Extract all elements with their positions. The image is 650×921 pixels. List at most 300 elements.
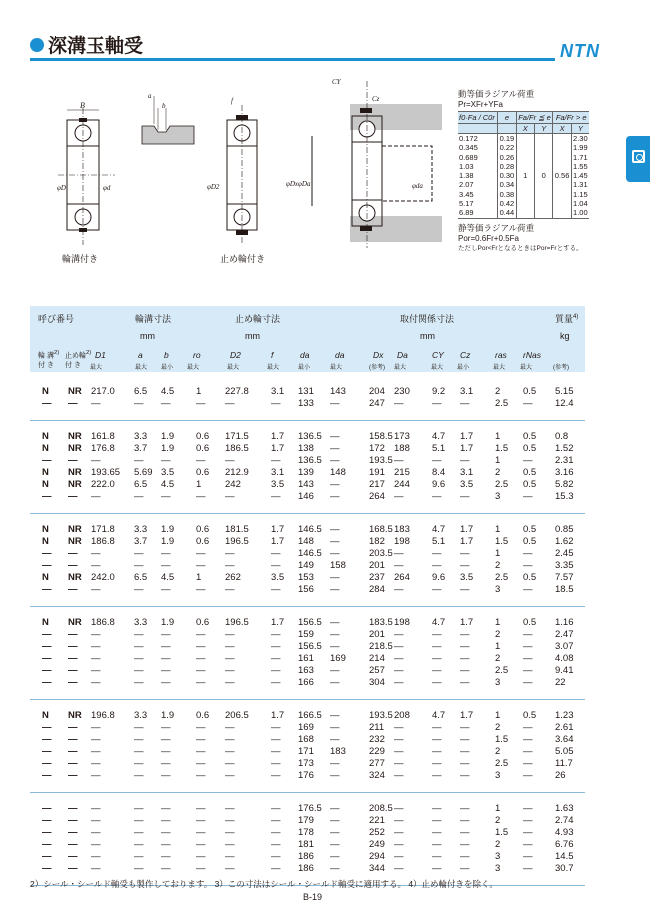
table-cell: — <box>196 758 206 769</box>
load-table-cell: 0.44 <box>499 208 515 218</box>
table-cell: N <box>42 536 49 547</box>
column-symbol: da <box>335 350 345 360</box>
table-cell: 3.16 <box>555 467 574 478</box>
table-cell: — <box>394 851 404 862</box>
table-cell: — <box>330 443 340 454</box>
unit-groove: mm <box>140 331 155 341</box>
table-cell: N <box>42 479 49 490</box>
table-cell: — <box>394 560 404 571</box>
table-cell: — <box>42 653 52 664</box>
table-cell: 146 <box>298 491 314 502</box>
table-cell: — <box>330 665 340 676</box>
table-cell: 2.5 <box>495 572 509 583</box>
table-row <box>30 827 585 839</box>
table-cell: — <box>432 677 442 688</box>
table-cell: — <box>42 722 52 733</box>
table-cell: 2 <box>495 386 501 397</box>
table-cell: 1.7 <box>271 524 285 535</box>
table-cell: — <box>394 722 404 733</box>
table-cell: — <box>432 803 442 814</box>
table-cell: — <box>161 653 171 664</box>
load-table-cell: 0.22 <box>499 143 515 153</box>
table-cell: 146.5 <box>298 548 322 559</box>
table-cell: 2 <box>495 629 501 640</box>
table-cell: — <box>68 851 78 862</box>
table-cell: — <box>460 803 470 814</box>
unit-snap: mm <box>245 331 260 341</box>
table-cell: — <box>394 827 404 838</box>
table-cell: — <box>134 641 144 652</box>
table-cell: — <box>161 455 171 466</box>
table-cell: — <box>330 758 340 769</box>
column-symbol: b <box>164 350 169 360</box>
table-cell: 4.7 <box>432 431 446 442</box>
table-cell: — <box>432 770 442 781</box>
table-cell: 212.9 <box>225 467 249 478</box>
load-factor-table <box>458 111 589 219</box>
table-cell: — <box>91 653 101 664</box>
table-cell: — <box>330 851 340 862</box>
table-cell: 171.5 <box>225 431 249 442</box>
table-cell: — <box>68 641 78 652</box>
load-table-cell <box>534 180 552 189</box>
table-cell: — <box>225 398 235 409</box>
table-cell: NR <box>68 710 82 721</box>
table-cell: 4.93 <box>555 827 574 838</box>
table-cell: — <box>225 815 235 826</box>
table-cell: — <box>432 584 442 595</box>
table-cell: — <box>523 863 533 874</box>
table-cell: 2 <box>495 467 501 478</box>
table-cell: — <box>271 815 281 826</box>
load-table-cell: 1.00 <box>573 208 588 218</box>
table-cell: — <box>460 641 470 652</box>
load-sub: X <box>553 124 571 134</box>
table-cell: — <box>523 548 533 559</box>
table-cell: — <box>196 863 206 874</box>
table-cell: — <box>271 758 281 769</box>
table-cell: — <box>134 560 144 571</box>
table-cell: 156.5 <box>298 641 322 652</box>
table-cell: 1 <box>495 431 501 442</box>
table-cell: 1.62 <box>555 536 574 547</box>
svg-text:B: B <box>80 101 85 110</box>
table-cell: NR <box>68 443 82 454</box>
table-cell: NR <box>68 536 82 547</box>
table-cell: — <box>68 677 78 688</box>
static-load-title: 静等価ラジアル荷重 <box>458 222 535 233</box>
table-cell: — <box>196 653 206 664</box>
table-cell: 0.5 <box>523 386 537 397</box>
table-cell: — <box>523 584 533 595</box>
table-cell: — <box>196 455 206 466</box>
table-cell: — <box>161 863 171 874</box>
table-cell: 9.6 <box>432 479 446 490</box>
table-row <box>30 677 585 689</box>
column-symbol: f <box>271 350 274 360</box>
table-cell: 4.5 <box>161 479 175 490</box>
load-table-row <box>458 143 589 152</box>
table-cell: 26 <box>555 770 566 781</box>
table-cell: — <box>91 560 101 571</box>
column-header <box>164 350 169 360</box>
table-cell: — <box>225 491 235 502</box>
table-cell: 5.1 <box>432 443 446 454</box>
table-cell: — <box>42 803 52 814</box>
table-cell: 171 <box>298 746 314 757</box>
table-cell: — <box>271 770 281 781</box>
table-cell: — <box>42 863 52 874</box>
table-cell: 133 <box>298 398 314 409</box>
load-table-cell <box>534 143 552 152</box>
table-cell: 0.8 <box>555 431 569 442</box>
load-table-cell <box>553 143 571 152</box>
table-cell: — <box>330 536 340 547</box>
table-cell: — <box>225 584 235 595</box>
table-cell: — <box>161 839 171 850</box>
table-cell: — <box>225 758 235 769</box>
table-cell: — <box>460 560 470 571</box>
unit-mount: mm <box>420 331 435 341</box>
svg-text:φd: φd <box>103 184 111 192</box>
table-cell: — <box>271 677 281 688</box>
table-cell: — <box>68 746 78 757</box>
table-cell: — <box>196 491 206 502</box>
table-cell: — <box>91 665 101 676</box>
table-cell: — <box>523 665 533 676</box>
table-cell: 1 <box>495 455 501 466</box>
table-cell: 1.52 <box>555 443 574 454</box>
table-cell: — <box>271 827 281 838</box>
table-cell: 0.5 <box>523 572 537 583</box>
table-row <box>30 443 585 455</box>
table-cell: — <box>271 398 281 409</box>
table-cell: 173 <box>394 431 410 442</box>
table-cell: 0.85 <box>555 524 574 535</box>
table-cell: — <box>68 491 78 502</box>
table-cell: — <box>91 722 101 733</box>
table-group <box>30 514 585 607</box>
table-cell: — <box>432 722 442 733</box>
table-cell: — <box>134 653 144 664</box>
table-cell: 242 <box>225 479 241 490</box>
page-title <box>30 31 143 58</box>
table-cell: — <box>394 491 404 502</box>
table-cell: 15.3 <box>555 491 574 502</box>
static-load-note: ただしPor<FrとなるときはPor=Frとする。 <box>458 244 583 252</box>
table-cell: — <box>225 653 235 664</box>
table-cell: 0.6 <box>196 443 210 454</box>
table-cell: — <box>394 398 404 409</box>
svg-text:φD: φD <box>57 184 66 192</box>
load-table-cell: 2.30 <box>573 134 588 143</box>
table-cell: — <box>330 734 340 745</box>
table-cell: — <box>394 455 404 466</box>
table-cell: — <box>196 722 206 733</box>
table-cell: — <box>523 770 533 781</box>
table-cell: — <box>225 803 235 814</box>
table-cell: 1.16 <box>555 617 574 628</box>
table-cell: — <box>91 758 101 769</box>
table-cell: 136.5 <box>298 455 322 466</box>
table-cell: 3.35 <box>555 560 574 571</box>
table-cell: 3 <box>495 677 501 688</box>
table-cell: 304 <box>369 677 385 688</box>
table-group <box>30 607 585 700</box>
table-cell: — <box>271 548 281 559</box>
table-cell: 5.69 <box>134 467 153 478</box>
table-cell: — <box>394 665 404 676</box>
column-header <box>193 350 201 360</box>
table-cell: — <box>523 851 533 862</box>
table-cell: 131 <box>298 386 314 397</box>
table-cell: — <box>460 746 470 757</box>
table-cell: 1 <box>196 479 202 490</box>
table-cell: 3.1 <box>271 386 285 397</box>
load-table-row <box>458 208 589 218</box>
table-cell: 156.5 <box>298 617 322 628</box>
table-cell: — <box>42 398 52 409</box>
table-cell: 1.9 <box>161 710 175 721</box>
table-cell: — <box>271 665 281 676</box>
unit-mass: kg <box>560 331 570 341</box>
table-cell: — <box>161 803 171 814</box>
section-tab[interactable] <box>626 136 650 182</box>
table-cell: — <box>523 803 533 814</box>
table-cell: — <box>68 455 78 466</box>
column-header <box>138 350 143 360</box>
table-cell: — <box>523 653 533 664</box>
table-cell: 169 <box>298 722 314 733</box>
bearing-icon <box>632 150 645 163</box>
col-groove-sub: 付 き <box>38 362 54 370</box>
table-cell: — <box>91 827 101 838</box>
load-table-cell: 3.45 <box>459 189 474 199</box>
table-cell: — <box>225 629 235 640</box>
table-cell: 1 <box>495 641 501 652</box>
table-cell: 0.6 <box>196 710 210 721</box>
table-cell: — <box>196 629 206 640</box>
table-cell: — <box>68 629 78 640</box>
table-cell: — <box>196 746 206 757</box>
table-cell: — <box>42 629 52 640</box>
table-cell: — <box>460 548 470 559</box>
table-cell: 0.5 <box>523 467 537 478</box>
table-header <box>30 306 585 372</box>
table-cell: — <box>394 641 404 652</box>
column-header <box>230 350 241 360</box>
table-cell: — <box>134 584 144 595</box>
table-cell: 4.5 <box>161 386 175 397</box>
table-cell: 4.08 <box>555 653 574 664</box>
table-cell: — <box>432 746 442 757</box>
column-header <box>300 350 309 360</box>
load-table-cell: 0.19 <box>499 134 515 143</box>
table-cell: — <box>523 677 533 688</box>
table-cell: — <box>460 653 470 664</box>
table-cell: — <box>394 584 404 595</box>
table-cell: 3 <box>495 851 501 862</box>
table-cell: — <box>42 560 52 571</box>
load-table-cell: 1 <box>516 171 534 180</box>
table-cell: — <box>134 839 144 850</box>
load-table-cell <box>553 180 571 189</box>
svg-text:b: b <box>162 102 166 110</box>
col-groove-label: 輪 溝 <box>38 352 54 360</box>
table-row <box>30 851 585 863</box>
table-cell: — <box>68 548 78 559</box>
table-cell: 201 <box>369 629 385 640</box>
column-symbol: Da <box>397 350 408 360</box>
table-cell: — <box>330 572 340 583</box>
table-cell: 1.9 <box>161 536 175 547</box>
load-table-cell <box>516 143 534 152</box>
table-cell: 186 <box>298 851 314 862</box>
table-cell: 3 <box>495 770 501 781</box>
load-table-cell: 0.345 <box>459 143 478 153</box>
table-cell: NR <box>68 386 82 397</box>
table-cell: — <box>68 398 78 409</box>
column-header <box>95 350 106 360</box>
title-text: 深溝玉軸受 <box>48 36 144 57</box>
table-cell: 4.7 <box>432 524 446 535</box>
table-cell: 0.5 <box>523 443 537 454</box>
table-cell: 230 <box>394 386 410 397</box>
table-row <box>30 653 585 665</box>
table-group <box>30 700 585 793</box>
table-cell: 181 <box>298 839 314 850</box>
header-designation: 呼び番号 <box>38 314 75 324</box>
column-header <box>432 350 444 360</box>
table-cell: — <box>460 815 470 826</box>
table-cell: 294 <box>369 851 385 862</box>
table-cell: 3.1 <box>460 386 474 397</box>
table-cell: 214 <box>369 653 385 664</box>
table-cell: 201 <box>369 560 385 571</box>
static-load-formula: Por=0.6Fr+0.5Fa <box>458 233 519 243</box>
table-cell: 344 <box>369 863 385 874</box>
table-cell: — <box>225 560 235 571</box>
load-table-cell: 1.04 <box>573 199 588 209</box>
column-symbol: ro <box>193 350 201 360</box>
table-cell: 242.0 <box>91 572 115 583</box>
table-cell: 211 <box>369 722 385 733</box>
table-cell: — <box>523 629 533 640</box>
table-cell: — <box>225 851 235 862</box>
table-cell: — <box>271 584 281 595</box>
table-cell: — <box>91 548 101 559</box>
table-cell: — <box>460 827 470 838</box>
table-cell: — <box>42 734 52 745</box>
table-cell: 166 <box>298 677 314 688</box>
table-cell: — <box>196 770 206 781</box>
table-cell: — <box>460 758 470 769</box>
table-cell: 1 <box>495 617 501 628</box>
column-subheader: 最小 <box>457 365 470 371</box>
col-ring-sup: 2) <box>86 350 92 356</box>
table-cell: — <box>330 710 340 721</box>
column-subheader: 最小 <box>161 365 174 371</box>
title-bullet-icon <box>30 38 44 52</box>
table-cell: — <box>330 803 340 814</box>
table-cell: — <box>523 758 533 769</box>
table-cell: 0.5 <box>523 710 537 721</box>
table-cell: 5.82 <box>555 479 574 490</box>
load-table-cell <box>534 162 552 171</box>
table-cell: 1.5 <box>495 536 509 547</box>
load-table-cell: 0.689 <box>459 152 478 162</box>
table-cell: 146.5 <box>298 524 322 535</box>
table-cell: — <box>432 398 442 409</box>
table-row <box>30 758 585 770</box>
table-cell: — <box>225 677 235 688</box>
table-cell: 2 <box>495 653 501 664</box>
table-cell: — <box>330 491 340 502</box>
table-cell: — <box>225 665 235 676</box>
table-cell: 1.9 <box>161 617 175 628</box>
table-cell: 193.5 <box>369 710 393 721</box>
table-cell: 1 <box>495 548 501 559</box>
table-cell: 249 <box>369 839 385 850</box>
load-h4: Fa/Fr > e <box>553 112 589 124</box>
load-table-cell: 2.07 <box>459 180 474 190</box>
table-cell: — <box>42 758 52 769</box>
table-cell: 0.6 <box>196 467 210 478</box>
table-cell: 191 <box>369 467 385 478</box>
column-symbol: CY <box>432 350 444 360</box>
table-cell: 3.1 <box>271 467 285 478</box>
table-cell: — <box>394 734 404 745</box>
table-group <box>30 421 585 514</box>
table-group <box>30 793 585 886</box>
table-cell: 179 <box>298 815 314 826</box>
table-cell: 284 <box>369 584 385 595</box>
equivalent-load-box <box>458 88 594 252</box>
column-subheader: 最大 <box>227 365 240 371</box>
table-cell: 168.5 <box>369 524 393 535</box>
table-cell: 4.7 <box>432 710 446 721</box>
table-cell: — <box>196 677 206 688</box>
table-cell: — <box>523 560 533 571</box>
table-cell: — <box>225 548 235 559</box>
table-cell: — <box>330 629 340 640</box>
table-cell: 206.5 <box>225 710 249 721</box>
table-cell: — <box>91 677 101 688</box>
load-table-cell <box>516 134 534 144</box>
load-table-cell <box>553 208 571 218</box>
table-cell: — <box>432 629 442 640</box>
table-cell: — <box>330 431 340 442</box>
table-cell: 9.2 <box>432 386 446 397</box>
table-cell: 3.7 <box>134 443 148 454</box>
table-cell: 181.5 <box>225 524 249 535</box>
table-cell: 227.8 <box>225 386 249 397</box>
bearing-drawing-snap-ring <box>205 95 265 250</box>
table-row <box>30 803 585 815</box>
table-cell: NR <box>68 431 82 442</box>
column-symbol: a <box>138 350 143 360</box>
col-ring-sub: 付 き <box>65 362 81 370</box>
table-cell: 159 <box>298 629 314 640</box>
table-row <box>30 536 585 548</box>
table-cell: — <box>42 641 52 652</box>
load-table-cell: 0.56 <box>554 171 570 181</box>
table-cell: N <box>42 617 49 628</box>
load-table-cell <box>534 199 552 208</box>
table-cell: — <box>161 584 171 595</box>
table-cell: — <box>330 815 340 826</box>
table-cell: — <box>91 455 101 466</box>
